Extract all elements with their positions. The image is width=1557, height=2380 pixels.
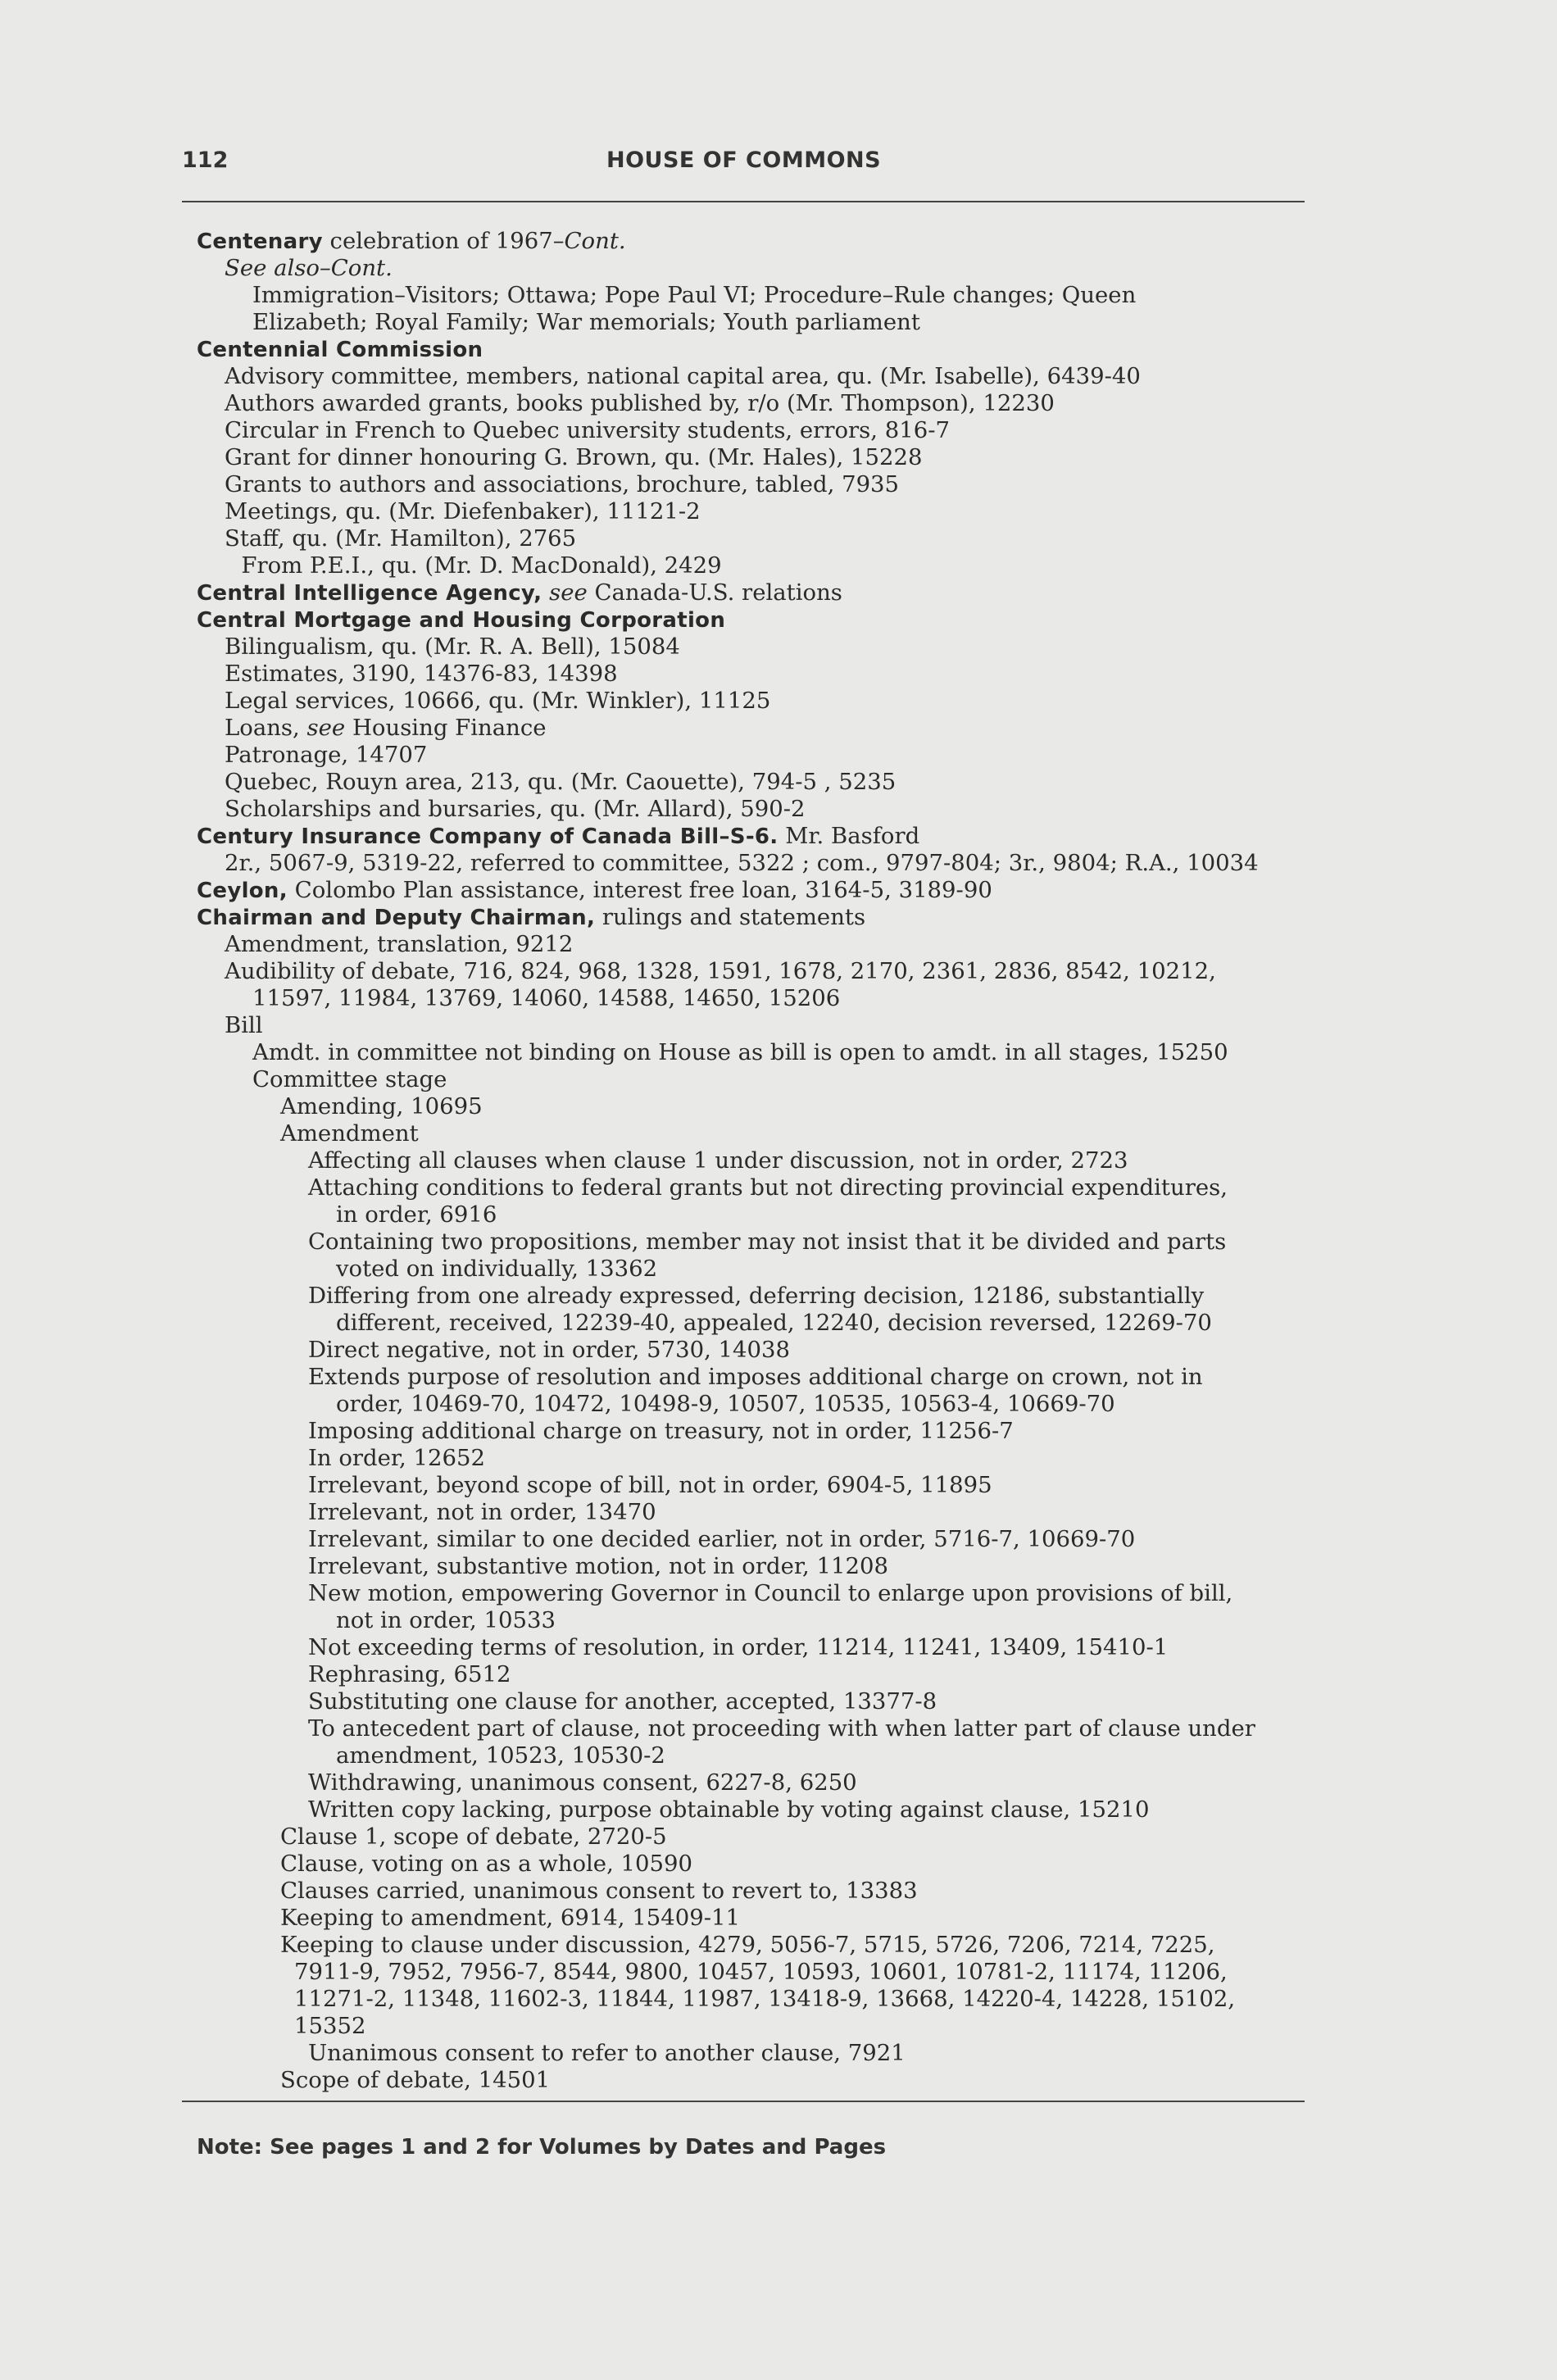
index-entry xyxy=(197,1661,1344,1688)
index-entry xyxy=(197,1959,1344,1986)
index-entry xyxy=(197,1878,1344,1905)
entry-text: amendment, 10523, 10530-2 xyxy=(336,1742,665,1769)
entry-text: 2r., 5067-9, 5319-22, referred to committee, 5322 ; com., 9797-804; 3r., 9804; R.A., 10034 xyxy=(225,850,1259,876)
index-entry xyxy=(197,1093,1344,1120)
running-title: HOUSE OF COMMONS xyxy=(606,148,882,173)
italic-text: Cont. xyxy=(564,228,626,254)
index-entry xyxy=(197,444,1344,471)
entry-text: Not exceeding terms of resolution, in order, 11214, 11241, 13409, 15410-1 xyxy=(308,1634,1169,1660)
entry-text: Extends purpose of resolution and imposes additional charge on crown, not in xyxy=(308,1364,1203,1390)
entry-text: Containing two propositions, member may not insist that it be divided and parts xyxy=(308,1229,1227,1255)
entry-text: Bilingualism, qu. (Mr. R. A. Bell), 15084 xyxy=(225,634,680,660)
index-entry xyxy=(197,1769,1344,1796)
entry-text: Scholarships and bursaries, qu. (Mr. Allard), 590-2 xyxy=(225,796,806,822)
heading-term: Chairman and Deputy Chairman, xyxy=(197,906,596,930)
index-entry xyxy=(197,634,1344,661)
index-entry xyxy=(197,417,1344,444)
entry-text: Rephrasing, 6512 xyxy=(308,1661,511,1687)
entry-text xyxy=(542,579,549,606)
entry-text: Elizabeth; Royal Family; War memorials; Youth parliament xyxy=(252,309,920,335)
index-entry xyxy=(197,1932,1344,1959)
entry-text: Keeping to amendment, 6914, 15409-11 xyxy=(280,1905,741,1931)
index-entry xyxy=(197,1580,1344,1607)
index-entry xyxy=(197,1120,1344,1147)
index-entry xyxy=(197,1066,1344,1093)
entry-text: Unanimous consent to refer to another clause, 7921 xyxy=(308,2040,906,2066)
entry-text: Committee stage xyxy=(252,1066,447,1092)
italic-text: See also–Cont. xyxy=(225,255,393,281)
entry-text: Written copy lacking, purpose obtainable by voting against clause, 15210 xyxy=(308,1796,1150,1823)
entry-text: Irrelevant, substantive motion, not in order, 11208 xyxy=(308,1553,888,1579)
entry-text: Patronage, 14707 xyxy=(225,742,428,768)
entry-text: Bill xyxy=(225,1012,263,1038)
entry-text: different, received, 12239-40, appealed, 12240, decision reversed, 12269-70 xyxy=(336,1310,1212,1336)
entry-text: Grant for dinner honouring G. Brown, qu. (Mr. Hales), 15228 xyxy=(225,444,923,470)
entry-text: Circular in French to Quebec university students, errors, 816-7 xyxy=(225,417,951,443)
heading-term: Central Mortgage and Housing Corporation xyxy=(197,608,726,633)
entry-text: New motion, empowering Governor in Council to enlarge upon provisions of bill, xyxy=(308,1580,1233,1606)
index-entry xyxy=(197,1607,1344,1634)
entry-text: Amendment, translation, 9212 xyxy=(225,931,574,957)
entry-text: Attaching conditions to federal grants but not directing provincial expenditures, xyxy=(308,1174,1228,1201)
entry-tail: Housing Finance xyxy=(345,715,547,741)
entry-text: 15352 xyxy=(294,2013,366,2039)
entry-text: Irrelevant, not in order, 13470 xyxy=(308,1499,656,1525)
entry-text: Clauses carried, unanimous consent to revert to, 13383 xyxy=(280,1878,918,1904)
entry-text: Advisory committee, members, national capital area, qu. (Mr. Isabelle), 6439-40 xyxy=(225,363,1141,389)
page-number: 112 xyxy=(182,148,229,173)
index-entry xyxy=(197,1986,1344,2013)
entry-text: Estimates, 3190, 14376-83, 14398 xyxy=(225,661,618,687)
index-entry xyxy=(197,1526,1344,1553)
index-entry xyxy=(197,661,1344,688)
entry-text: From P.E.I., qu. (Mr. D. MacDonald), 2429 xyxy=(241,552,722,579)
index-heading xyxy=(197,228,1344,255)
index-entry xyxy=(197,498,1344,525)
entry-text: Grants to authors and associations, brochure, tabled, 7935 xyxy=(225,471,900,497)
index-entry xyxy=(197,2040,1344,2067)
index-entry xyxy=(197,796,1344,823)
index-heading xyxy=(197,877,1344,904)
index-entry xyxy=(197,1553,1344,1580)
entry-text: 11271-2, 11348, 11602-3, 11844, 11987, 13418-9, 13668, 14220-4, 14228, 15102, xyxy=(294,1986,1236,2012)
index-entry xyxy=(197,1905,1344,1932)
index-entry xyxy=(197,931,1344,958)
index-entry xyxy=(197,715,1344,742)
entry-text: Authors awarded grants, books published by, r/o (Mr. Thompson), 12230 xyxy=(225,390,1055,416)
italic-text: see xyxy=(306,715,346,741)
index-entry xyxy=(197,1391,1344,1418)
index-heading xyxy=(197,579,1344,606)
entry-text: Immigration–Visitors; Ottawa; Pope Paul VI; Procedure–Rule changes; Queen xyxy=(252,282,1137,308)
entry-text: 7911-9, 7952, 7956-7, 8544, 9800, 10457, 10593, 10601, 10781-2, 11174, 11206, xyxy=(294,1959,1228,1985)
entry-text: Mr. Basford xyxy=(778,823,920,849)
entry-text: Clause, voting on as a whole, 10590 xyxy=(280,1851,693,1877)
index-entry xyxy=(197,1499,1344,1526)
index-entry xyxy=(197,1688,1344,1715)
index-entry xyxy=(197,1012,1344,1039)
entry-text: Staff, qu. (Mr. Hamilton), 2765 xyxy=(225,525,577,552)
entry-text: Scope of debate, 14501 xyxy=(280,2067,551,2093)
index-entry xyxy=(197,1147,1344,1174)
index-entry xyxy=(197,1634,1344,1661)
header-rule xyxy=(182,201,1305,202)
heading-term: Ceylon, xyxy=(197,879,288,903)
index-entry xyxy=(197,1715,1344,1742)
index-entry xyxy=(197,282,1344,309)
entry-text: Amendment xyxy=(280,1120,419,1147)
index-entry xyxy=(197,1851,1344,1878)
entry-text: not in order, 10533 xyxy=(336,1607,556,1633)
index-heading xyxy=(197,336,1344,363)
index-entry xyxy=(197,1742,1344,1769)
index-entry xyxy=(197,1445,1344,1472)
index-entry xyxy=(197,688,1344,715)
index-entry xyxy=(197,1283,1344,1310)
entry-text: In order, 12652 xyxy=(308,1445,485,1471)
entry-text: Loans, xyxy=(225,715,307,741)
index-entry xyxy=(197,958,1344,985)
index-entry xyxy=(197,1337,1344,1364)
index-entry xyxy=(197,742,1344,769)
index-entry xyxy=(197,850,1344,877)
index-entry xyxy=(197,1472,1344,1499)
footer-note: Note: See pages 1 and 2 for Volumes by Dates and Pages xyxy=(197,2135,887,2160)
index-entry xyxy=(197,363,1344,390)
index-entry xyxy=(197,1229,1344,1256)
index-entry xyxy=(197,525,1344,552)
heading-term: Centenary xyxy=(197,229,323,254)
entry-text: Differing from one already expressed, deferring decision, 12186, substantially xyxy=(308,1283,1205,1309)
entry-text: Meetings, qu. (Mr. Diefenbaker), 11121-2 xyxy=(225,498,701,525)
index-heading xyxy=(197,823,1344,850)
footer-rule xyxy=(182,2101,1305,2102)
entry-text: voted on individually, 13362 xyxy=(336,1256,658,1282)
entry-text: Direct negative, not in order, 5730, 14038 xyxy=(308,1337,791,1363)
entry-text: Legal services, 10666, qu. (Mr. Winkler), 11125 xyxy=(225,688,771,714)
entry-text: Imposing additional charge on treasury, not in order, 11256-7 xyxy=(308,1418,1014,1444)
index-entry xyxy=(197,1174,1344,1201)
index-entry xyxy=(197,309,1344,336)
index-entry xyxy=(197,255,1344,282)
entry-text: Quebec, Rouyn area, 213, qu. (Mr. Caouette), 794-5 , 5235 xyxy=(225,769,897,795)
index-heading xyxy=(197,606,1344,634)
index-entry xyxy=(197,552,1344,579)
index-entry xyxy=(197,471,1344,498)
entry-text: Amending, 10695 xyxy=(280,1093,483,1120)
index-entry xyxy=(197,1310,1344,1337)
entry-text: Audibility of debate, 716, 824, 968, 1328, 1591, 1678, 2170, 2361, 2836, 8542, 10212, xyxy=(225,958,1216,984)
index-entry xyxy=(197,1039,1344,1066)
entry-text: Amdt. in committee not binding on House as bill is open to amdt. in all stages, 15250 xyxy=(252,1039,1228,1065)
index-entry xyxy=(197,2013,1344,2040)
heading-term: Centennial Commission xyxy=(197,338,483,362)
entry-text: order, 10469-70, 10472, 10498-9, 10507, 10535, 10563-4, 10669-70 xyxy=(336,1391,1115,1417)
index-entry xyxy=(197,769,1344,796)
italic-text: see xyxy=(549,579,588,606)
entry-text: Clause 1, scope of debate, 2720-5 xyxy=(280,1824,667,1850)
entry-text: Irrelevant, beyond scope of bill, not in order, 6904-5, 11895 xyxy=(308,1472,992,1498)
index-entry xyxy=(197,2067,1344,2094)
entry-text: To antecedent part of clause, not proceeding with when latter part of clause under xyxy=(308,1715,1255,1742)
index-entry xyxy=(197,1824,1344,1851)
index-entry xyxy=(197,1256,1344,1283)
index-entry xyxy=(197,390,1344,417)
entry-text: Keeping to clause under discussion, 4279, 5056-7, 5715, 5726, 7206, 7214, 7225, xyxy=(280,1932,1215,1958)
index-entry xyxy=(197,1796,1344,1824)
entry-text: Affecting all clauses when clause 1 under discussion, not in order, 2723 xyxy=(308,1147,1128,1174)
entry-text: celebration of 1967– xyxy=(322,228,565,254)
entry-text: in order, 6916 xyxy=(336,1201,497,1228)
index-body xyxy=(197,228,1344,2094)
entry-text: 11597, 11984, 13769, 14060, 14588, 14650, 15206 xyxy=(252,985,841,1011)
entry-text: Colombo Plan assistance, interest free loan, 3164-5, 3189-90 xyxy=(287,877,992,903)
index-entry xyxy=(197,985,1344,1012)
entry-text: Substituting one clause for another, accepted, 13377-8 xyxy=(308,1688,937,1715)
entry-text: Withdrawing, unanimous consent, 6227-8, 6250 xyxy=(308,1769,857,1796)
index-heading xyxy=(197,904,1344,931)
index-entry xyxy=(197,1364,1344,1391)
heading-term: Central Intelligence Agency, xyxy=(197,581,542,606)
page-header xyxy=(0,148,1557,188)
entry-text: Irrelevant, similar to one decided earlier, not in order, 5716-7, 10669-70 xyxy=(308,1526,1136,1552)
entry-text: rulings and statements xyxy=(595,904,866,930)
entry-tail: Canada-U.S. relations xyxy=(587,579,842,606)
heading-term: Century Insurance Company of Canada Bill–S-6. xyxy=(197,824,778,849)
index-entry xyxy=(197,1201,1344,1229)
index-entry xyxy=(197,1418,1344,1445)
